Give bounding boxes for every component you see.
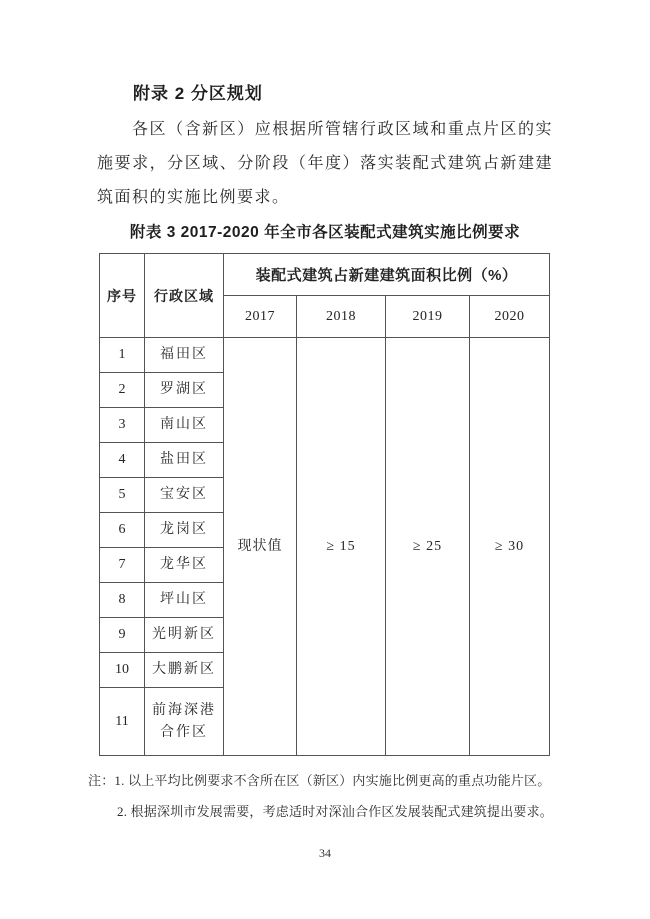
table-body [100, 338, 550, 756]
region-cell: 光明新区 [145, 618, 224, 653]
header-region: 行政区域 [145, 254, 224, 338]
table-note-2: 2. 根据深圳市发展需要，考虑适时对深汕合作区发展装配式建筑提出要求。 [117, 804, 554, 819]
seq-cell: 4 [100, 443, 145, 478]
page-number: 34 [319, 846, 331, 860]
value-cell-2018: ≥ 15 [297, 338, 386, 756]
seq-cell: 6 [100, 513, 145, 548]
region-cell: 福田区 [145, 338, 224, 373]
seq-cell: 1 [100, 338, 145, 373]
note-text: 1. 以上平均比例要求不含所在区（新区）内实施比例更高的重点功能片区。 [114, 773, 551, 788]
region-cell: 前海深港合作区 [145, 688, 224, 756]
table-note-1 [88, 765, 553, 796]
header-group: 装配式建筑占新建建筑面积比例（%） [224, 254, 550, 296]
seq-cell: 7 [100, 548, 145, 583]
value-cell-2020: ≥ 30 [470, 338, 550, 756]
implementation-ratio-table [99, 253, 550, 756]
region-cell: 盐田区 [145, 443, 224, 478]
table-row [100, 338, 550, 373]
header-year: 2019 [386, 296, 470, 338]
region-cell: 罗湖区 [145, 373, 224, 408]
table-notes [88, 765, 553, 827]
seq-cell: 3 [100, 408, 145, 443]
seq-cell: 9 [100, 618, 145, 653]
seq-cell: 8 [100, 583, 145, 618]
region-cell: 龙华区 [145, 548, 224, 583]
value-cell-2019: ≥ 25 [386, 338, 470, 756]
header-seq: 序号 [100, 254, 145, 338]
region-cell: 龙岗区 [145, 513, 224, 548]
seq-cell: 5 [100, 478, 145, 513]
note-prefix: 注： [88, 773, 115, 788]
intro-paragraph: 各区（含新区）应根据所管辖行政区域和重点片区的实施要求，分区域、分阶段（年度）落实装配式建筑占新建建筑面积的实施比例要求。 [97, 121, 553, 206]
seq-cell: 2 [100, 373, 145, 408]
region-cell: 宝安区 [145, 478, 224, 513]
header-year: 2018 [297, 296, 386, 338]
table-header [100, 254, 550, 338]
region-cell: 大鹏新区 [145, 653, 224, 688]
region-cell: 坪山区 [145, 583, 224, 618]
seq-cell: 11 [100, 688, 145, 756]
header-year: 2020 [470, 296, 550, 338]
region-cell: 南山区 [145, 408, 224, 443]
header-year: 2017 [224, 296, 297, 338]
seq-cell: 10 [100, 653, 145, 688]
appendix-heading: 附录 2 分区规划 [133, 84, 263, 103]
header-row-group [100, 254, 550, 296]
value-cell-2017: 现状值 [224, 338, 297, 756]
table-title: 附表 3 2017-2020 年全市各区装配式建筑实施比例要求 [129, 224, 521, 241]
